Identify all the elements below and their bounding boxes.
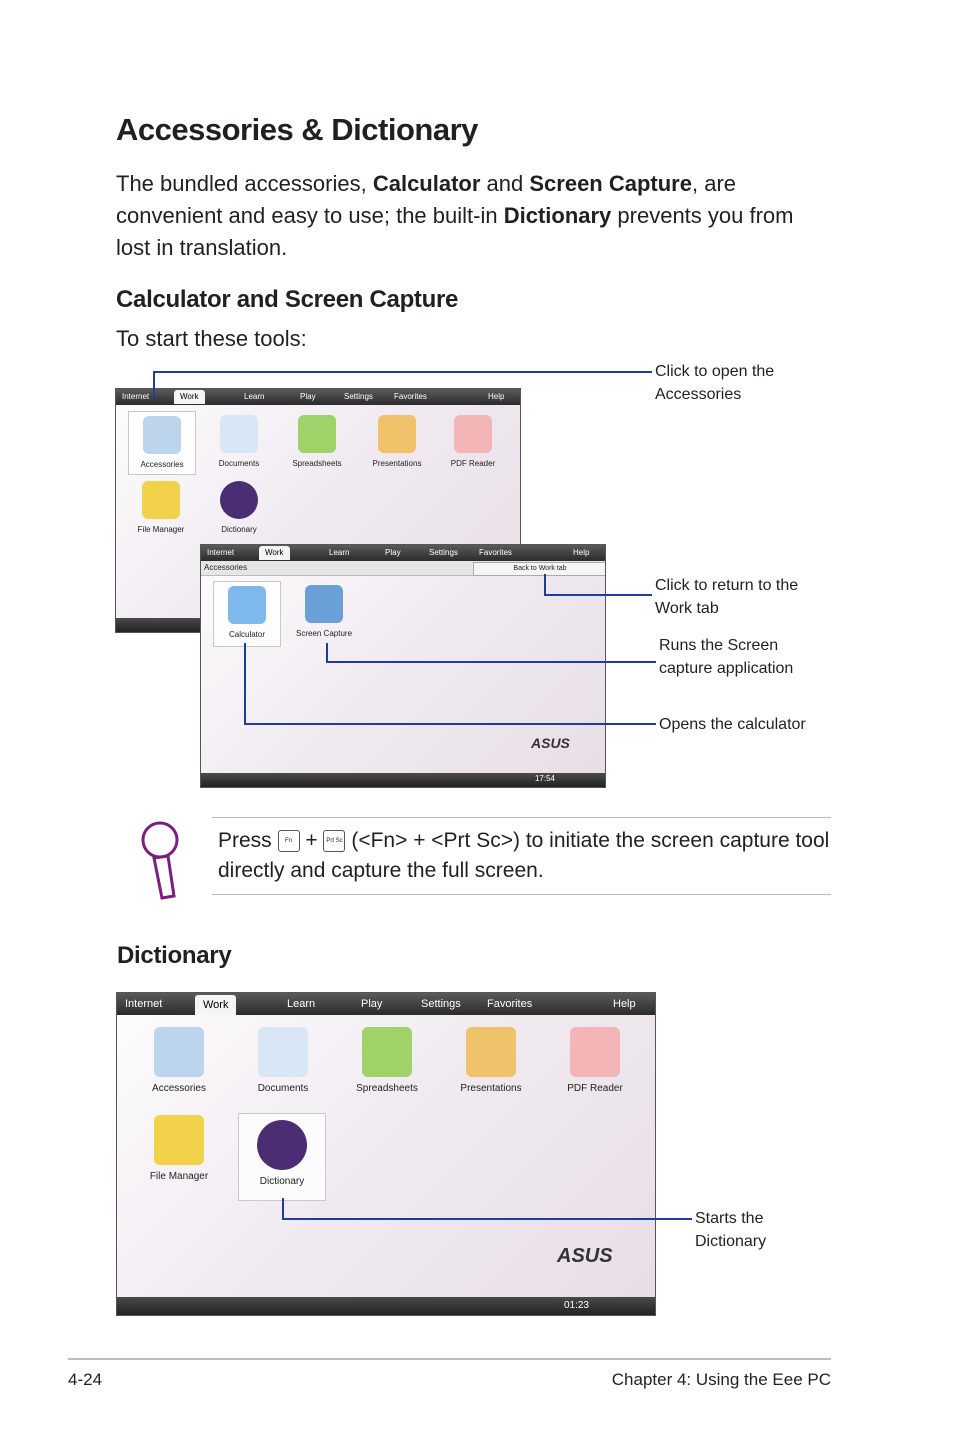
taskbar (201, 773, 605, 787)
app-pdf-reader[interactable]: PDF Reader (440, 411, 506, 468)
dictionary-screenshot (116, 992, 656, 1316)
calculator-icon (228, 586, 266, 624)
pointer-dictionary (282, 1198, 692, 1220)
tab-settings[interactable]: Settings (421, 998, 461, 1010)
tab-bar (201, 545, 605, 561)
app-file-manager[interactable]: File Manager (139, 1115, 219, 1182)
prtsc-key-icon: Prt Sc (323, 830, 345, 852)
accessories-icon (154, 1027, 204, 1077)
tab-learn[interactable]: Learn (329, 548, 350, 557)
magnifier-note-icon (140, 818, 184, 902)
dictionary-icon (257, 1120, 307, 1170)
documents-icon (220, 415, 258, 453)
app-documents[interactable]: Documents (206, 411, 272, 468)
pdf-icon (570, 1027, 620, 1077)
pointer-calculator (244, 643, 656, 725)
lead-text: To start these tools: (116, 326, 307, 351)
page-number: 4-24 (68, 1370, 103, 1389)
dictionary-icon (220, 481, 258, 519)
app-accessories[interactable]: Accessories (139, 1027, 219, 1094)
documents-icon (258, 1027, 308, 1077)
tab-bar (117, 993, 655, 1015)
app-documents[interactable]: Documents (243, 1027, 323, 1094)
tab-work[interactable]: Work (174, 390, 205, 404)
spreadsheets-icon (298, 415, 336, 453)
callout-return-work: Click to return to the Work tab (655, 577, 799, 617)
tab-internet[interactable]: Internet (207, 548, 235, 557)
clock: 01:23 (563, 1300, 589, 1311)
tab-internet[interactable]: Internet (125, 998, 163, 1010)
callout-opens-calc: Opens the calculator (659, 716, 806, 733)
app-screen-capture[interactable]: Screen Capture (291, 581, 357, 638)
asus-logo: ASUS (557, 1245, 613, 1267)
clock: 17:54 (534, 774, 555, 783)
tab-internet[interactable]: Internet (122, 392, 150, 401)
help-button[interactable]: Help (613, 998, 636, 1010)
back-to-work-button[interactable]: Back to Work tab (473, 562, 606, 576)
tab-favorites[interactable]: Favorites (394, 392, 427, 401)
intro-paragraph: The bundled accessories, Calculator and Screen Capture, are convenient and easy to use; the built-in Dictionary prevents you from lost in translation. (116, 171, 794, 260)
tab-favorites[interactable]: Favorites (487, 998, 533, 1010)
app-spreadsheets[interactable]: Spreadsheets (284, 411, 350, 468)
taskbar (117, 1297, 655, 1315)
section-heading-dictionary: Dictionary (117, 942, 232, 969)
asus-logo: ASUS (531, 735, 570, 751)
app-calculator[interactable]: Calculator (213, 581, 281, 647)
fn-key-icon: Fn (278, 830, 300, 852)
accessories-icon (143, 416, 181, 454)
tab-play[interactable]: Play (361, 998, 383, 1010)
page-title: Accessories & Dictionary (116, 112, 478, 147)
tab-work[interactable]: Work (195, 995, 236, 1015)
callout-runs-screen: Runs the Screen capture application (659, 637, 794, 677)
help-button[interactable]: Help (488, 392, 505, 401)
app-file-manager[interactable]: File Manager (128, 481, 194, 534)
app-pdf-reader[interactable]: PDF Reader (553, 1027, 637, 1094)
pointer-back (544, 574, 652, 596)
app-spreadsheets[interactable]: Spreadsheets (345, 1027, 429, 1094)
footer-rule (68, 1358, 831, 1360)
chapter-title: Chapter 4: Using the Eee PC (611, 1370, 831, 1389)
tab-learn[interactable]: Learn (287, 998, 316, 1010)
folder-icon (154, 1115, 204, 1165)
screen-capture-icon (305, 585, 343, 623)
presentations-icon (378, 415, 416, 453)
app-dictionary[interactable]: Dictionary (206, 481, 272, 534)
app-accessories[interactable]: Accessories (128, 411, 196, 475)
tab-learn[interactable]: Learn (244, 392, 265, 401)
tab-play[interactable]: Play (300, 392, 316, 401)
tab-play[interactable]: Play (385, 548, 401, 557)
spreadsheets-icon (362, 1027, 412, 1077)
presentations-icon (466, 1027, 516, 1077)
pointer-accessories (153, 371, 652, 399)
tab-favorites[interactable]: Favorites (479, 548, 512, 557)
folder-icon (142, 481, 180, 519)
tab-settings[interactable]: Settings (429, 548, 458, 557)
app-presentations[interactable]: Presentations (364, 411, 430, 468)
callout-starts-dictionary: Starts the Dictionary (695, 1210, 767, 1250)
accessories-header: Accessories (204, 563, 248, 572)
tab-work[interactable]: Work (259, 546, 290, 560)
tip-box: Press Fn + Prt Sc (<Fn> + <Prt Sc>) to initiate the screen capture tool directly and capture the full screen. (212, 817, 831, 895)
section-heading-calculator: Calculator and Screen Capture (116, 286, 459, 313)
help-button[interactable]: Help (573, 548, 590, 557)
app-dictionary[interactable]: Dictionary (238, 1113, 326, 1201)
tab-settings[interactable]: Settings (344, 392, 373, 401)
pdf-icon (454, 415, 492, 453)
callout-open-accessories: Click to open the Accessories (655, 363, 775, 403)
app-presentations[interactable]: Presentations (449, 1027, 533, 1094)
